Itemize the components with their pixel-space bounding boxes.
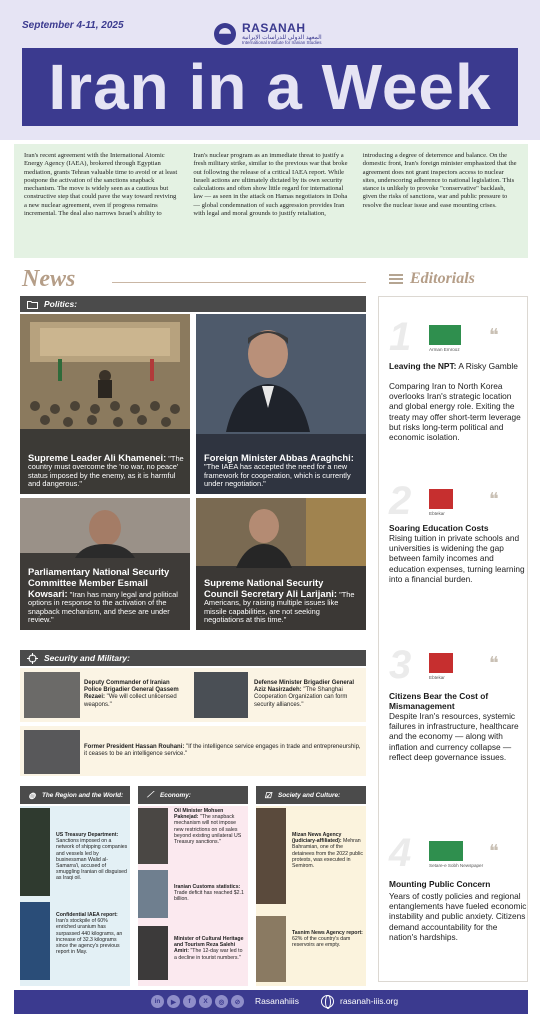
card-quote: "The country must overcome the 'no war, no peace' status imposed by the enemy, as it is harmful and dangerous." bbox=[28, 453, 184, 489]
card-speaker: Parliamentary National Security Committee Member Esmail Kowsari: bbox=[28, 566, 170, 599]
politics-card-larijani[interactable] bbox=[196, 498, 366, 630]
telegram-icon[interactable]: ⊘ bbox=[231, 995, 244, 1008]
nasirzadeh-photo bbox=[194, 672, 248, 718]
website-link[interactable]: rasanah-iiis.org bbox=[340, 996, 399, 1006]
social-handle[interactable]: Rasanahiiis bbox=[255, 996, 299, 1006]
economy-bar bbox=[138, 786, 248, 804]
security-item: Defense Minister Brigadier General Aziz Nasirzadeh: "The Shanghai Cooperation Organization can form security alliances." bbox=[254, 680, 355, 708]
editorial-body: Rising tuition in private schools and universities is widening the gap between family incomes and education expenses, turning learning into a financial burden. bbox=[389, 533, 525, 584]
salehi-amiri-photo bbox=[138, 926, 168, 980]
editorial-number: 1 bbox=[389, 315, 412, 359]
arman-emrooz-logo bbox=[429, 325, 461, 345]
region-item-2: Confidential IAEA report: Iran's stockpile of 60% enriched uranium has surpassed 440 kilograms, an increase of 32.3 kilograms since the agency's previous report in May. bbox=[20, 902, 130, 986]
intro-col-1: Iran's recent agreement with the International Atomic Energy Agency (IAEA), brokered through Egyptian mediation, grants Tehran valuable time to avoid or at least postpone the activation of the sanctions snapback mechanism. The move is widely seen as a cautious but constructive step that could pave the way toward reviving a new nuclear agreement, even if progress remains incremental. The deal also narrows Israel's ability to bbox=[24, 152, 178, 218]
editorial-number: 3 bbox=[389, 643, 412, 687]
editorial-number: 2 bbox=[389, 479, 412, 523]
x-icon[interactable]: X bbox=[199, 995, 212, 1008]
dam-photo bbox=[256, 916, 286, 982]
page-title: Iran in a Week bbox=[48, 51, 492, 123]
editorial-number: 4 bbox=[389, 831, 412, 875]
logo-english: International Institute for Iranian Studies bbox=[242, 40, 322, 45]
card-quote: "Iran has many legal and political options in response to the activation of the snapback mechanism, and these are under review." bbox=[28, 589, 178, 625]
economy-column bbox=[138, 806, 248, 986]
globe-icon: ◍ bbox=[28, 790, 36, 800]
chart-icon: ⟋ bbox=[147, 790, 153, 799]
politics-label: Politics: bbox=[44, 299, 78, 309]
editorial-body: Years of costly policies and regional entanglements have fueled economic instability and public anxiety. Citizens demand accountability for the nation's hardships. bbox=[389, 891, 527, 942]
crosshair-icon bbox=[24, 650, 40, 666]
society-item-1: Mizan News Agency (judiciary-affiliated): Mehran Bahramian, one of the detainees from the 2022 public protests, was executed in Semirom. bbox=[256, 808, 366, 908]
editorial-title: Soaring Education Costs bbox=[389, 523, 489, 533]
instagram-icon[interactable]: ◎ bbox=[215, 995, 228, 1008]
intro-summary bbox=[14, 144, 528, 258]
treasury-photo bbox=[20, 808, 50, 896]
issue-date: September 4-11, 2025 bbox=[22, 20, 124, 31]
politics-card-kowsari[interactable] bbox=[20, 498, 190, 630]
weapons-photo bbox=[24, 672, 80, 718]
security-row-1 bbox=[20, 668, 366, 722]
security-item: Deputy Commander of Iranian Police Brigadier General Qassem Rezaei: "We will collect unlicensed weapons." bbox=[84, 680, 179, 708]
region-item-1: US Treasury Department: Sanctions imposed on a network of shipping companies and vessels led by businessman Walid al-Samarra'i, accused of smuggling Iranian oil disguised as Iraqi oil. bbox=[20, 808, 130, 900]
economy-item-3: Minister of Cultural Heritage and Tourism Reza Salehi Amiri: "The 12-day war led to a decline in tourist numbers." bbox=[138, 926, 248, 984]
editorial-title: Citizens Bear the Cost of Mismanagement bbox=[389, 691, 489, 711]
iaea-photo bbox=[20, 902, 50, 980]
paknejad-photo bbox=[138, 808, 168, 864]
editorial-body: Comparing Iran to North Korea overlooks Iran's strategic location and global energy role. Exiting the treaty may offer short-term leverage but risks long-term political and economic isolation. bbox=[389, 381, 521, 443]
economy-label: Economy: bbox=[160, 791, 191, 799]
editorials-panel: 1 Arman Emrooz ❝ Leaving the NPT: A Risky Gamble Comparing Iran to North Korea overlooks Iran's strategic location and global energy role. Exiting the treaty may offer short-term leverage but risks long-term political and economic isolation. 2 Ebtekar ❝ Soaring Education Costs Rising tuition in private schools and universities is widening the gap between family incomes and education expenses, turning learning into a financial burden. 3 Ebtekar ❝ Citizens Bear the Cost of Mismanagement Despite Iran's resources, systemic failures in infrastructure, healthcare and the economy — along with inflation and currency collapse — reflect deep governance issues. 4 Setare-e Sobh Newspaper ❝ Mounting Public Concern Years of costly policies and regional entanglements have fueled economic instability and public anxiety. Citizens demand accountability for the nation's hardships. bbox=[378, 296, 528, 982]
security-bar bbox=[20, 650, 366, 666]
ebtekar-logo bbox=[429, 653, 453, 673]
rasanah-logo-icon bbox=[214, 23, 236, 45]
list-icon bbox=[389, 274, 403, 286]
region-column bbox=[20, 806, 130, 986]
editorials-heading: Editorials bbox=[410, 270, 475, 287]
page-footer bbox=[14, 990, 528, 1014]
card-speaker: Supreme National Security Council Secretary Ali Larijani: bbox=[204, 577, 338, 599]
society-item-2: Tasnim News Agency report: 62% of the country's dam reservoirs are empty. bbox=[256, 916, 366, 984]
security-item: Former President Hassan Rouhani: "If the intelligence service engages in trade and entrepreneurship, it ceases to be an intelligence service." bbox=[84, 744, 361, 758]
society-column bbox=[256, 806, 366, 986]
card-quote: "The IAEA has accepted the need for a new framework for cooperation, which is currently under negotiation." bbox=[204, 462, 351, 489]
logo-name: RASANAH bbox=[242, 21, 306, 35]
rouhani-photo bbox=[24, 730, 80, 774]
politics-card-araghchi[interactable] bbox=[196, 314, 366, 494]
editorial-body: Despite Iran's resources, systemic failures in infrastructure, healthcare and the economy — along with inflation and currency collapse — reflect deep governance issues. bbox=[389, 711, 519, 762]
card-quote: "The Americans, by raising multiple issues like missile capabilities, are not seeking negotiations at this time." bbox=[204, 589, 355, 625]
region-bar bbox=[20, 786, 130, 804]
editorial-title: Leaving the NPT: A Risky Gamble bbox=[389, 361, 518, 371]
economy-item-1: Oil Minister Mohsen Paknejad: "The snapback mechanism will not impose new restrictions on oil sales beyond existing unilateral US Treasury sanctions." bbox=[138, 808, 248, 866]
society-bar bbox=[256, 786, 366, 804]
card-speaker: Foreign Minister Abbas Araghchi: bbox=[204, 451, 354, 463]
society-label: Society and Culture: bbox=[278, 791, 341, 799]
customs-photo bbox=[138, 870, 168, 918]
masthead bbox=[22, 48, 518, 126]
social-links bbox=[151, 995, 244, 1008]
quote-icon: ❝ bbox=[489, 325, 499, 346]
logo-arabic: المعهد الدولي للدراسات الإيرانية bbox=[242, 35, 322, 41]
security-label: Security and Military: bbox=[44, 653, 130, 663]
globe-icon bbox=[321, 995, 334, 1008]
rasanah-logo[interactable] bbox=[214, 22, 322, 46]
economy-item-2: Iranian Customs statistics: Trade deficit has reached $2.1 billion. bbox=[138, 870, 248, 920]
quote-icon: ❝ bbox=[489, 489, 499, 510]
card-speaker: Supreme Leader Ali Khamenei: bbox=[28, 451, 167, 463]
editorial-title: Mounting Public Concern bbox=[389, 879, 491, 889]
politics-bar bbox=[20, 296, 366, 312]
facebook-icon[interactable]: f bbox=[183, 995, 196, 1008]
intro-col-3: introducing a degree of deterrence and balance. On the domestic front, Iran's foreign minister emphasized that the agreement does not grant inspectors access to nuclear sites, underscoring adherence to national legislation. This stance is unlikely to provoke "conservative" backlash, given the risks of sanctions, war and public pressure to resolve the nuclear issue and ease mounting crises. bbox=[362, 152, 517, 209]
check-icon: ☑ bbox=[264, 790, 272, 800]
region-label: The Region and the World: bbox=[42, 791, 124, 799]
youtube-icon[interactable]: ▶ bbox=[167, 995, 180, 1008]
setare-sobh-logo bbox=[429, 841, 463, 861]
politics-card-khamenei[interactable] bbox=[20, 314, 190, 494]
quote-icon: ❝ bbox=[489, 841, 499, 862]
folder-icon bbox=[24, 296, 40, 312]
news-heading: News bbox=[22, 266, 76, 292]
security-row-2 bbox=[20, 726, 366, 776]
linkedin-icon[interactable]: in bbox=[151, 995, 164, 1008]
page-header bbox=[0, 0, 540, 140]
ebtekar-logo bbox=[429, 489, 453, 509]
quote-icon: ❝ bbox=[489, 653, 499, 674]
intro-col-2: Iran's nuclear program as an immediate threat to justify a fresh military strike, similar to the previous war that broke out following the release of a critical IAEA report. While Israeli actions are ultimately dictated by its own security calculations and often show little regard for international law — as seen in the attack on Hamas negotiators in Doha — global condemnation of such aggression provides Iran with legal and moral grounds to justify retaliation, bbox=[193, 152, 348, 218]
news-divider bbox=[112, 282, 366, 283]
bahramian-photo bbox=[256, 808, 286, 904]
